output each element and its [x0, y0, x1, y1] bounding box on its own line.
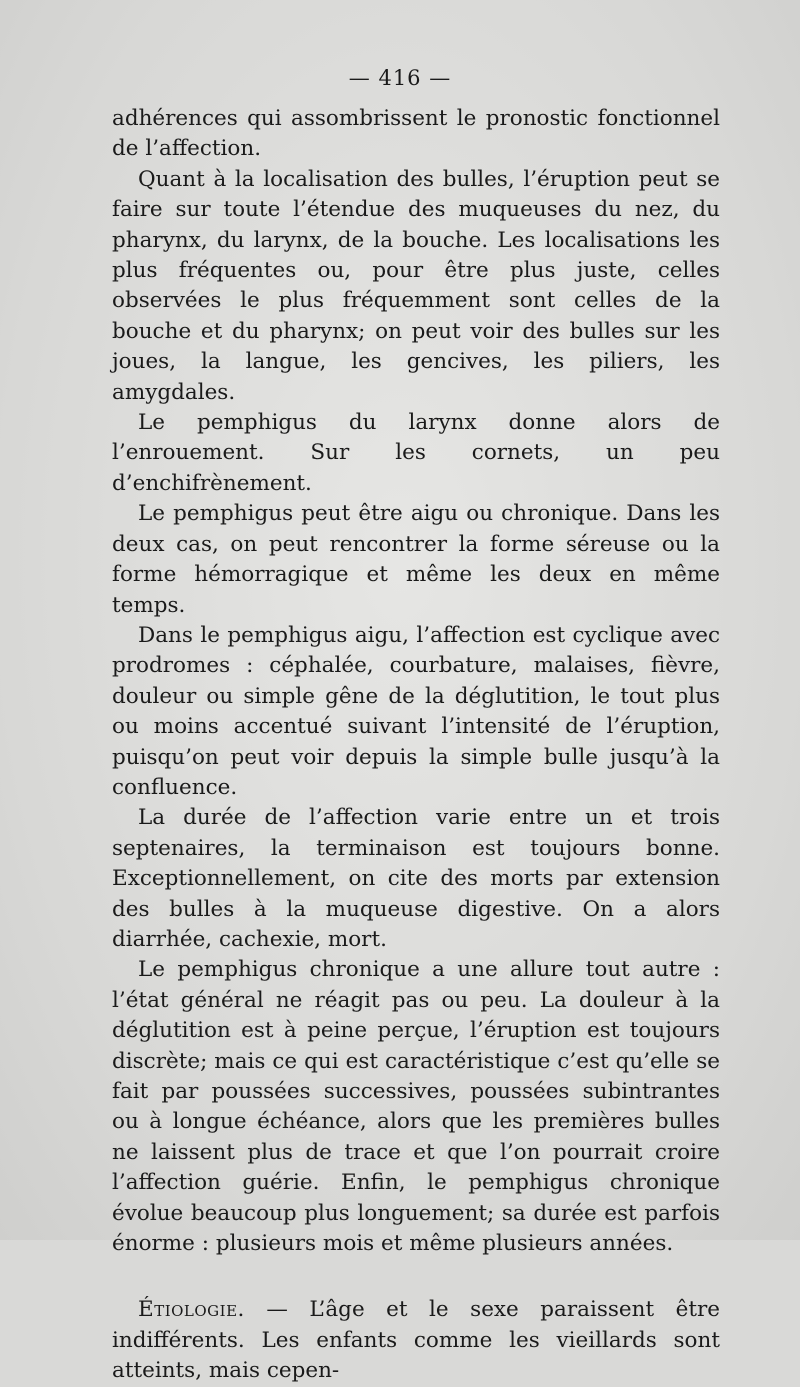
page-number: — 416 — — [348, 66, 452, 90]
paragraph-acute: Dans le pemphigus aigu, l’affection est cyclique avec prodromes : céphalée, courbature, malaises, fièvre, douleur ou simple gêne de la déglutition, le tout plus ou moins accentué suivant l’intensité de l’éruption, puisqu’on peut voir depuis la simple bulle jusqu’à la confluence. — [112, 622, 720, 800]
paragraph-etiology — [112, 1295, 720, 1386]
section-spacer — [112, 1259, 720, 1295]
paragraph-forms: Le pemphigus peut être aigu ou chronique. Dans les deux cas, on peut rencontrer la forme séreuse ou la forme hémorragique et même les deux en même temps. — [112, 501, 720, 618]
etiology-text: — L’âge et le sexe paraissent être indifférents. Les enfants comme les vieillards sont atteints, mais cepen- — [112, 1297, 720, 1384]
paragraph-larynx: Le pemphigus du larynx donne alors de l’enrouement. Sur les cornets, un peu d’enchifrènement. — [112, 410, 720, 496]
paragraph-continuation: adhérences qui assombrissent le pronostic fonctionnel de l’affection. — [112, 106, 720, 162]
paragraph-duration: La durée de l’affection varie entre un et trois septenaires, la terminaison est toujours bonne. Exceptionnellement, on cite des morts par extension des bulles à la muqueuse digestive. On a alors diarrhée, cachexie, mort. — [112, 805, 720, 952]
section-title-etiology: Étiologie. — [138, 1297, 245, 1323]
paragraph-localisation: Quant à la localisation des bulles, l’éruption peut se faire sur toute l’étendue des muqueuses du nez, du pharynx, du larynx, de la bouche. Les localisations les plus fréquentes ou, pour être plus juste, celles observées le plus fréquemment sont celles de la bouche et du pharynx; on peut voir des bulles sur les joues, la langue, les gencives, les piliers, les amygdales. — [112, 166, 720, 405]
body-text — [112, 104, 720, 1387]
paragraph-chronic: Le pemphigus chronique a une allure tout autre : l’état général ne réagit pas ou peu. La douleur à la déglutition est à peine perçue, l’éruption est toujours discrète; mais ce qui est caractéristique c’est qu’elle se fait par poussées successives, poussées subintrantes ou à longue échéance, alors que les premières bulles ne laissent plus de trace et que l’on pourrait croire l’affection guérie. Enfin, le pemphigus chronique évolue beaucoup plus longuement; sa durée est parfois énorme : plusieurs mois et même plusieurs années. — [112, 957, 720, 1257]
